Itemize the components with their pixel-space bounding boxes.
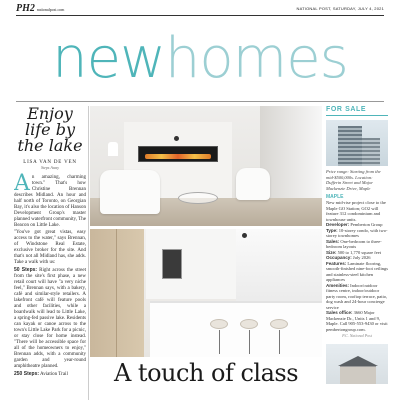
article-paragraph-steps-250 [14,371,86,378]
column-divider [88,106,89,400]
article-column [14,106,86,400]
sales-office-line: Sales office: 3660 Major Mackenzie Dr., Units 1 and 9, Maple. Call 905-553-9430 or visit pembertongroup.com. [326,310,388,332]
sales-line: Sales: One-bedroom to three-bedroom layouts [326,238,382,249]
for-sale-sidebar [326,106,388,400]
condo-tower-rendering [326,120,388,166]
byline-subtitle: Steps Away [40,165,60,170]
features-line: Features: Laminate flooring, smooth-finished nine-foot ceilings and stainless-steel kitchen appliances [326,260,388,282]
armchair [236,168,270,200]
drop-cap: A [14,171,30,196]
size-line: Size: 500 to 1,770 square feet [326,249,382,255]
masthead-rule [16,101,384,102]
kitchen-island [150,301,322,357]
page-header [16,3,384,13]
camera-icon [242,233,247,238]
listing-caption: Price range: Starting from the mid-$500,000s. Location: Dufferin Street and Major Mackenzie Drive, Maple [326,169,381,191]
wall-oven [162,249,182,279]
section-masthead [0,24,400,94]
article-kicker: Enjoy life by the lake [17,106,83,155]
townhome-rendering [326,344,388,384]
kitchen-wall [146,229,236,299]
type-line: Type: 10-storey condo, with two-storey townhomes [326,227,388,238]
page-site: nationalpost.com [36,6,65,12]
kitchen-photo [90,229,322,357]
article-paragraph-steps-50 [14,267,86,370]
bar-stool [270,319,288,329]
lead-paragraph-text: n amazing, charming town." That's how Christine Brennan describes Midland. An hour and half north of Toronto, on Georgian Bay, it's also the location of Hanson Development Group's master planned waterfront community, The Beacon on Little Lake. [14,175,86,228]
page-label: PH2 nationalpost.com [16,2,65,14]
camera-icon [174,136,179,141]
publication-date: NATIONAL POST, SATURDAY, JULY 4, 2021 [296,5,384,11]
developer-line: Developer: Pemberton Group [326,222,383,227]
step-label: 50 Steps: [14,267,38,273]
fireplace [138,146,218,162]
step-text: Right across the street from the site's first phase, a new retail court will have "a very niche feel," Brennan says, with a bakery, café and similar-style retailers. A lakefront café will feature pools and other facilities, while a boardwalk will lead to Little Lake, a spring-fed passive lake. Residents can kayak or canoe across to the town's Little Lake Park for a picnic, or stay close for home instead. "There will be accessible space for all of the homeowners to enjoy," Brennan adds, with a community garden and year-round amphitheatre planned. [14,268,86,369]
article-byline: LISA VAN DE VEN [23,160,77,165]
project-description: New mid-rise project close to the Maple GO Station; GO2 will feature 312 condominium and townhouse units. [326,200,386,222]
armchair [100,170,160,214]
coffee-table [178,192,218,204]
amenities-line: Amenities: Indoor/outdoor fitness centre, indoor/outdoor party room, rooftop terrace, patio, dog wash and 24-hour concierge service [326,282,388,310]
masthead-homes: homes [164,26,348,91]
bar-stool [210,319,228,329]
step-text: Aviation Trail [40,372,68,377]
project-name: MAPLE [326,194,344,200]
article-headline: A touch of class [113,359,299,387]
lamp [108,142,118,156]
article-paragraph: "You've got great vistas, easy access to the water," says Brennan, of Windstone Real Estate, exclusive broker for the site. And that's not all Midland has, she adds. Take a walk with us: [14,230,86,265]
kitchen-window [236,229,322,309]
step-label: 250 Steps: [14,371,40,377]
lead-paragraph [14,171,86,229]
living-room-photo [90,106,322,226]
top-rule [16,15,384,16]
occupancy-line: Occupancy: July 2026 [326,255,371,260]
bar-stool [240,319,258,329]
for-sale-heading: FOR SALE [326,106,388,116]
photo-credit: P.C. National Post [342,333,372,338]
wood-cabinets [90,229,144,357]
masthead-new: new [52,26,165,91]
